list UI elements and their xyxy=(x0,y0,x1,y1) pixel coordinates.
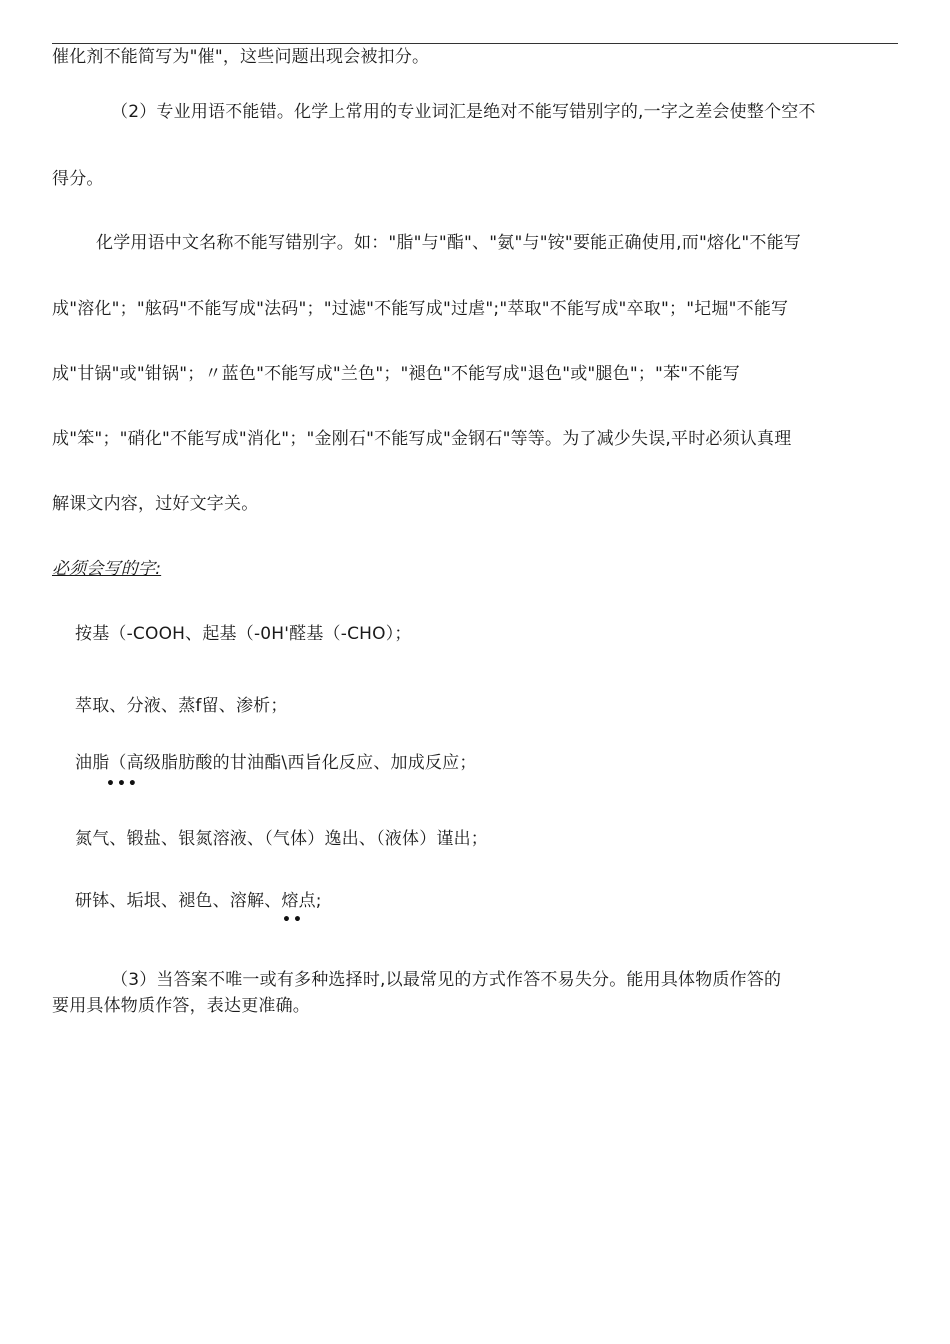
must-write-heading: 必须会写的字: xyxy=(52,559,162,579)
section2-line1: （2）专业用语不能错。化学上常用的专业词汇是绝对不能写错别字的,一字之差会使整个空不 xyxy=(111,102,816,122)
emphasis-dots-melting: •• xyxy=(282,912,304,928)
must-write-item-5: 研钵、垢垠、褪色、溶解、熔点; xyxy=(75,891,322,911)
header-rule xyxy=(52,43,898,44)
emphasis-dots-oil: ••• xyxy=(106,776,139,792)
paragraph-tail-line: 催化剂不能简写为"催"，这些问题出现会被扣分。 xyxy=(52,47,430,67)
section3-line2: 要用具体物质作答，表达更准确。 xyxy=(52,996,310,1016)
section3-line1: （3）当答案不唯一或有多种选择时,以最常见的方式作答不易失分。能用具体物质作答的 xyxy=(111,970,782,990)
must-write-item-1: 按基（-COOH、起基（-0H'醛基（-CHO）； xyxy=(75,624,412,644)
must-write-item-3: 油脂（高级脂肪酸的甘油酯\西旨化反应、加成反应； xyxy=(75,753,477,773)
terms-line3: 成"甘锅"或"钳锅"；〃蓝色"不能写成"兰色"；"褪色"不能写成"退色"或"腿色"；"苯"不能写 xyxy=(52,364,740,384)
terms-line2: 成"溶化"；"舷码"不能写成"法码"；"过滤"不能写成"过虐";"萃取"不能写成"卒取"；"圮堀"不能写 xyxy=(52,299,789,319)
terms-line5: 解课文内容，过好文字关。 xyxy=(52,494,259,514)
terms-line1: 化学用语中文名称不能写错别字。如："脂"与"酯"、"氨"与"铵"要能正确使用,而"熔化"不能写 xyxy=(96,233,801,253)
must-write-item-2: 萃取、分液、蒸f留、渗析； xyxy=(75,696,288,716)
terms-line4: 成"笨"；"硝化"不能写成"消化"；"金刚石"不能写成"金钢石"等等。为了减少失误,平时必须认真理 xyxy=(52,429,792,449)
must-write-item-4: 氮气、锻盐、银氮溶液、（气体）逸出、（液体）谨出； xyxy=(75,829,488,849)
section2-line2: 得分。 xyxy=(52,169,104,189)
